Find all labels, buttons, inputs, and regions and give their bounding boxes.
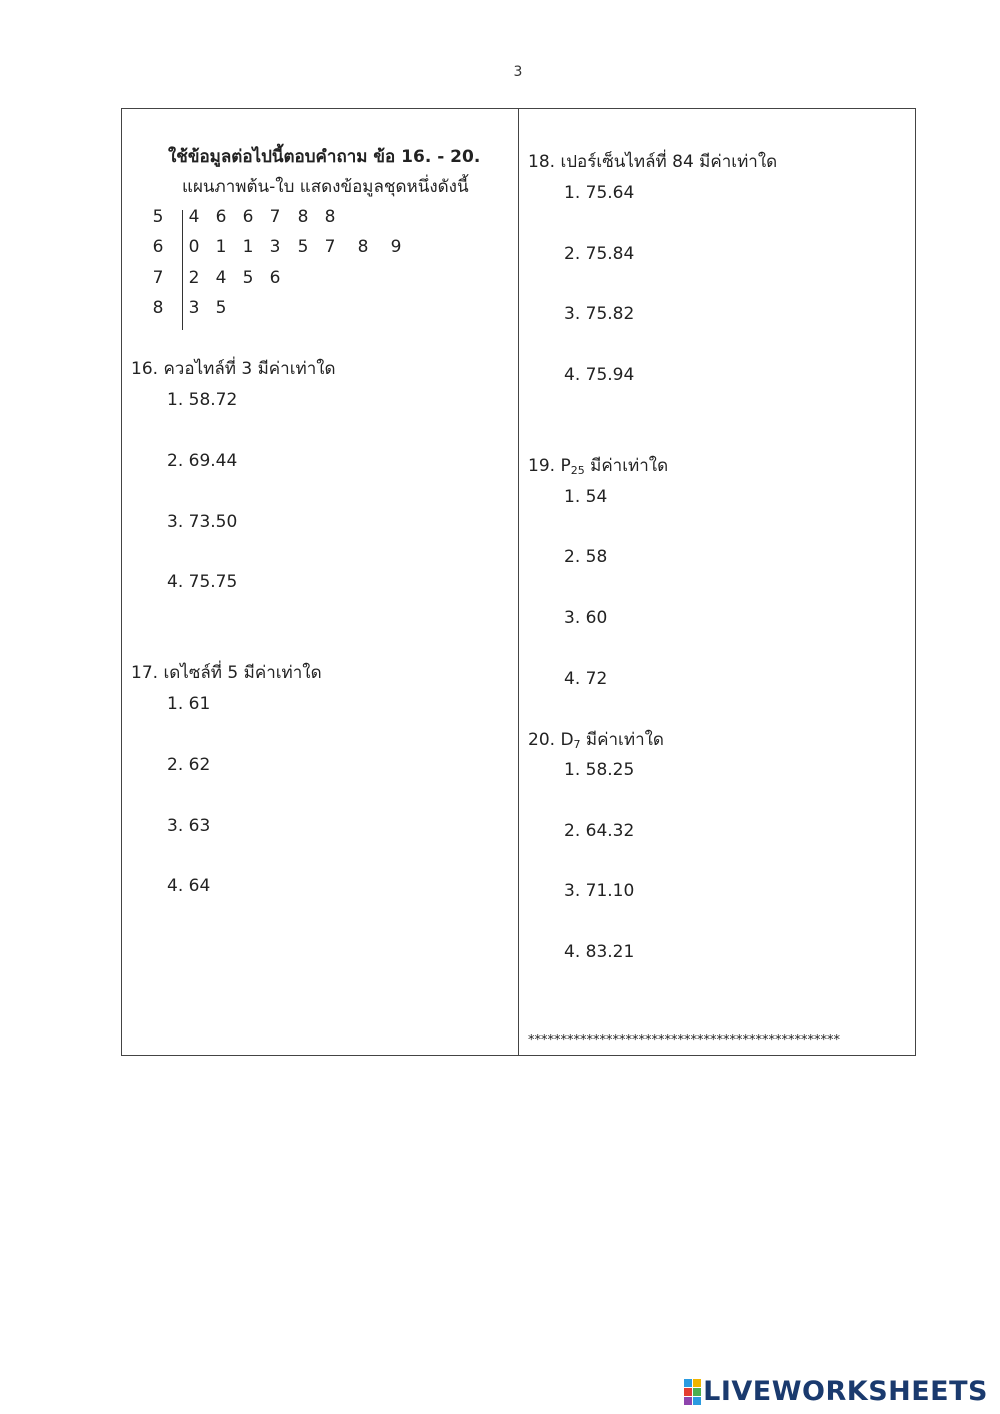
leaf-value: 4 <box>188 207 200 227</box>
q19-option-3[interactable]: 3. 60 <box>564 608 608 628</box>
q20-option-2[interactable]: 2. 64.32 <box>564 821 635 841</box>
q20-option-4[interactable]: 4. 83.21 <box>564 942 635 962</box>
q19-option-1[interactable]: 1. 54 <box>564 487 608 507</box>
leaf-value: 6 <box>242 207 254 227</box>
leaf-value: 5 <box>242 268 254 288</box>
stem-value: 5 <box>152 207 164 227</box>
q16-option-2[interactable]: 2. 69.44 <box>167 451 238 471</box>
leaf-value: 3 <box>269 237 281 257</box>
leaf-value: 3 <box>188 298 200 318</box>
leaf-value: 6 <box>269 268 281 288</box>
q17-option-2[interactable]: 2. 62 <box>167 755 211 775</box>
stem-value: 6 <box>152 237 164 257</box>
page-number: 3 <box>513 64 523 80</box>
stem-value: 8 <box>152 298 164 318</box>
logo-blocks-icon <box>684 1379 701 1405</box>
leaf-value: 8 <box>324 207 336 227</box>
q19-option-2[interactable]: 2. 58 <box>564 547 608 567</box>
question-17: 17. เดไซล์ที่ 5 มีค่าเท่าใด <box>131 663 322 683</box>
leaf-value: 2 <box>188 268 200 288</box>
q18-option-3[interactable]: 3. 75.82 <box>564 304 635 324</box>
q20-subscript: 7 <box>573 738 581 751</box>
q19-option-4[interactable]: 4. 72 <box>564 669 608 689</box>
q18-option-1[interactable]: 1. 75.64 <box>564 183 635 203</box>
q19-subscript: 25 <box>570 464 585 477</box>
q20-suffix: มีค่าเท่าใด <box>580 730 664 750</box>
end-marker: ************************************************ <box>528 1033 840 1048</box>
q16-option-4[interactable]: 4. 75.75 <box>167 572 238 592</box>
liveworksheets-logo <box>684 1376 988 1407</box>
q20-option-3[interactable]: 3. 71.10 <box>564 881 635 901</box>
q16-option-3[interactable]: 3. 73.50 <box>167 512 238 532</box>
leaf-value: 5 <box>297 237 309 257</box>
q18-option-4[interactable]: 4. 75.94 <box>564 365 635 385</box>
question-19 <box>528 455 668 482</box>
intro-title: ใช้ข้อมูลต่อไปนี้ตอบคำถาม ข้อ 16. - 20. <box>168 147 481 167</box>
logo-text: LIVEWORKSHEETS <box>703 1376 988 1407</box>
q20-prefix: 20. D <box>528 730 574 750</box>
leaf-value: 7 <box>324 237 336 257</box>
question-18: 18. เปอร์เซ็นไทล์ที่ 84 มีค่าเท่าใด <box>528 152 778 172</box>
leaf-value: 0 <box>188 237 200 257</box>
leaf-value: 8 <box>297 207 309 227</box>
stem-value: 7 <box>152 268 164 288</box>
q20-option-1[interactable]: 1. 58.25 <box>564 760 635 780</box>
stem-leaf-divider <box>182 210 183 330</box>
leaf-value: 7 <box>269 207 281 227</box>
q17-option-1[interactable]: 1. 61 <box>167 694 211 714</box>
leaf-value: 8 <box>357 237 369 257</box>
leaf-value: 9 <box>390 237 402 257</box>
column-divider <box>518 108 519 1056</box>
q18-option-2[interactable]: 2. 75.84 <box>564 244 635 264</box>
q19-suffix: มีค่าเท่าใด <box>584 456 669 476</box>
leaf-value: 6 <box>215 207 227 227</box>
question-20 <box>528 729 664 756</box>
leaf-value: 1 <box>242 237 254 257</box>
q17-option-4[interactable]: 4. 64 <box>167 876 211 896</box>
q16-option-1[interactable]: 1. 58.72 <box>167 390 238 410</box>
q17-option-3[interactable]: 3. 63 <box>167 816 211 836</box>
leaf-value: 1 <box>215 237 227 257</box>
intro-subtitle: แผนภาพต้น-ใบ แสดงข้อมูลชุดหนึ่งดังนี้ <box>182 177 469 197</box>
q19-prefix: 19. P <box>528 456 571 476</box>
leaf-value: 5 <box>215 298 227 318</box>
leaf-value: 4 <box>215 268 227 288</box>
question-16: 16. ควอไทล์ที่ 3 มีค่าเท่าใด <box>131 359 336 379</box>
